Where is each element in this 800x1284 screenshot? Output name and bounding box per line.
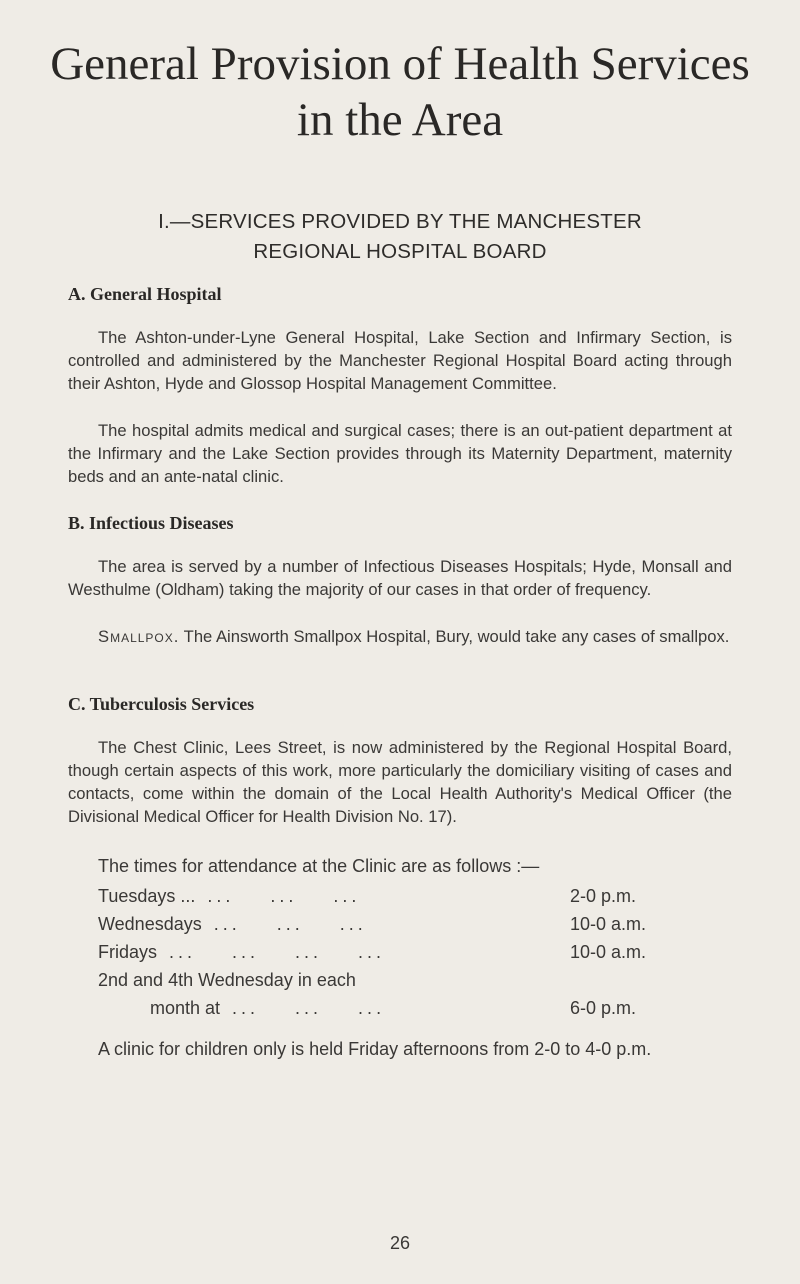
times-row	[98, 910, 698, 938]
times-intro: The times for attendance at the Clinic are as follows :—	[98, 856, 540, 876]
clinic-times	[98, 882, 698, 1022]
section-heading-line-1: I.—SERVICES PROVIDED BY THE MANCHESTER	[158, 210, 642, 233]
tuberculosis-heading: C. Tuberculosis Services	[68, 694, 255, 714]
infectious-diseases-para-1: The area is served by a number of Infectious Diseases Hospitals; Hyde, Monsall and Westhulme (Oldham) taking the majority of our cases in that order of frequency.	[68, 557, 732, 599]
times-day: month at	[150, 998, 221, 1018]
section-heading-line-2: REGIONAL HOSPITAL BOARD	[253, 240, 547, 263]
general-hospital-para-2: The hospital admits medical and surgical cases; there is an out-patient department at the Infirmary and the Lake Section provides through its Maternity Department, maternity beds and an ante-natal clinic.	[68, 421, 732, 486]
smallpox-para	[68, 625, 732, 648]
times-day: 2nd and 4th Wednesday in each	[98, 970, 356, 990]
times-day: Tuesdays ...	[98, 886, 196, 906]
page-title-line-1: General Provision of Health Services	[50, 38, 750, 90]
times-time: 10-0 a.m.	[570, 942, 647, 962]
times-row	[98, 882, 698, 910]
times-row	[98, 966, 698, 994]
times-time: 6-0 p.m.	[570, 998, 637, 1018]
times-day: Wednesdays	[98, 914, 202, 934]
general-hospital-heading: A. General Hospital	[68, 284, 222, 304]
times-day: Fridays	[98, 942, 158, 962]
times-dots: ... ... ...	[207, 886, 361, 906]
page-title	[40, 36, 760, 148]
section-heading	[80, 207, 720, 267]
times-time: 2-0 p.m.	[570, 886, 637, 906]
times-time: 10-0 a.m.	[570, 914, 647, 934]
children-clinic-para: A clinic for children only is held Friday afternoons from 2-0 to 4-0 p.m.	[98, 1039, 652, 1059]
times-row	[98, 994, 698, 1022]
general-hospital-para-1: The Ashton-under-Lyne General Hospital, Lake Section and Infirmary Section, is controlled and administered by the Manchester Regional Hospital Board acting through their Ashton, Hyde and Glossop Hospital Management Committee.	[68, 328, 732, 393]
infectious-diseases-heading: B. Infectious Diseases	[68, 513, 234, 533]
page-number: 26	[389, 1233, 411, 1253]
times-dots: ... ... ...	[213, 914, 367, 934]
smallpox-text: The Ainsworth Smallpox Hospital, Bury, would take any cases of smallpox.	[179, 627, 730, 646]
page-title-line-2: in the Area	[296, 94, 504, 146]
times-dots: ... ... ... ...	[169, 942, 386, 962]
tuberculosis-para-1: The Chest Clinic, Lees Street, is now administered by the Regional Hospital Board, though certain aspects of this work, more particularly the domiciliary visiting of cases and contacts, come within the domain of the Local Health Authority's Medical Officer (the Divisional Medical Officer for Health Division No. 17).	[68, 738, 732, 826]
times-dots: ... ... ...	[232, 998, 386, 1018]
times-row	[98, 938, 698, 966]
smallpox-label: Smallpox.	[98, 627, 180, 646]
